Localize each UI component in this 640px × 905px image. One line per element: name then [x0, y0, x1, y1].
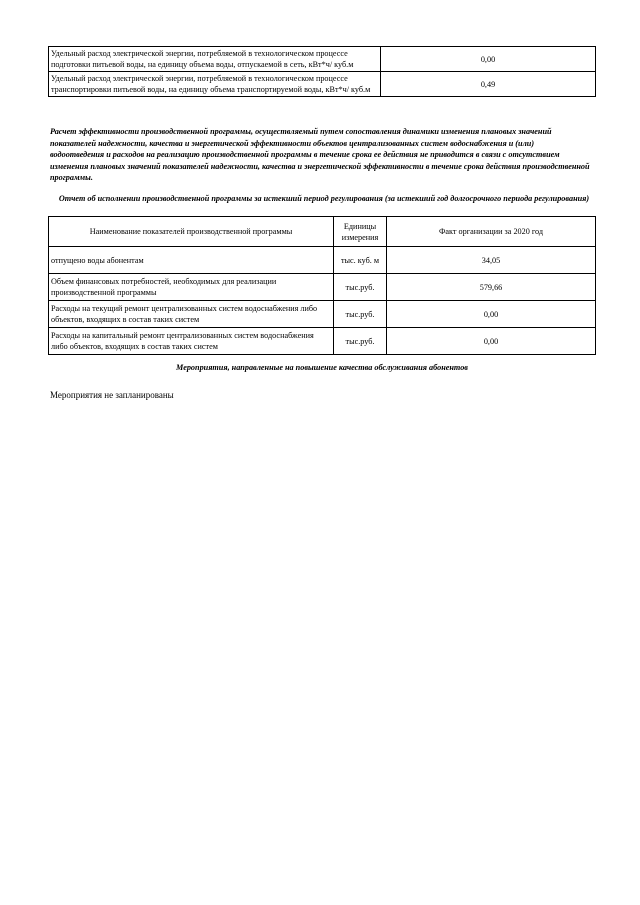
table-row: [49, 301, 596, 328]
efficiency-paragraph: Расчет эффективности производственной программы, осуществляемый путем сопоставления динамики изменения плановых значений показателей надежности, качества и энергетической эффективности объектов централизованных систем водоснабжения и (или) водоотведения и расходов на реализацию производственной программы в течение срока ее действия не приводится в связи с отсутствием изменения плановых значений показателей надежности, качества и энергетической эффективности в течение срока действия производственной программы.: [50, 127, 590, 182]
table-cell-unit: тыс.руб.: [334, 328, 387, 355]
measures-note: Мероприятия не запланированы: [50, 390, 174, 400]
table-header-row: [49, 217, 596, 247]
table-row: [49, 247, 596, 274]
table-cell-name: Расходы на капитальный ремонт централизованных систем водоснабжения либо объектов, входящих в состав таких систем: [49, 328, 334, 355]
table-cell-name: отпущено воды абонентам: [49, 247, 334, 274]
table-cell-name: Расходы на текущий ремонт централизованных систем водоснабжения либо объектов, входящих в состав таких систем: [49, 301, 334, 328]
table-row: [49, 47, 596, 72]
table-row: [49, 72, 596, 97]
column-header-unit: Единицы измерения: [334, 217, 387, 247]
table-cell-unit: тыс. куб. м: [334, 247, 387, 274]
table-cell-fact: 34,05: [387, 247, 596, 274]
table-cell-fact: 0,00: [387, 301, 596, 328]
table-cell-fact: 579,66: [387, 274, 596, 301]
table-cell-label: Удельный расход электрической энергии, потребляемой в технологическом процессе подготовки питьевой воды, на единицу объема воды, отпускаемой в сеть, кВт*ч/ куб.м: [49, 47, 381, 72]
table-cell-label: Удельный расход электрической энергии, потребляемой в технологическом процессе транспортировки питьевой воды, на единицу объема транспортируемой воды, кВт*ч/ куб.м: [49, 72, 381, 97]
table-cell-fact: 0,00: [387, 328, 596, 355]
report-heading: Отчет об исполнении производственной программы за истекший период регулирования (за истекший год долгосрочного периода регулирования): [58, 194, 590, 203]
table-row: [49, 328, 596, 355]
measures-heading: Мероприятия, направленные на повышение качества обслуживания абонентов: [176, 363, 468, 372]
program-report-table: [48, 216, 596, 355]
table-row: [49, 274, 596, 301]
energy-consumption-table: [48, 46, 596, 97]
column-header-name: Наименование показателей производственной программы: [49, 217, 334, 247]
table-cell-name: Объем финансовых потребностей, необходимых для реализации производственной программы: [49, 274, 334, 301]
table-cell-value: 0,00: [381, 47, 596, 72]
column-header-fact: Факт организации за 2020 год: [387, 217, 596, 247]
table-cell-value: 0,49: [381, 72, 596, 97]
table-cell-unit: тыс.руб.: [334, 301, 387, 328]
table-cell-unit: тыс.руб.: [334, 274, 387, 301]
